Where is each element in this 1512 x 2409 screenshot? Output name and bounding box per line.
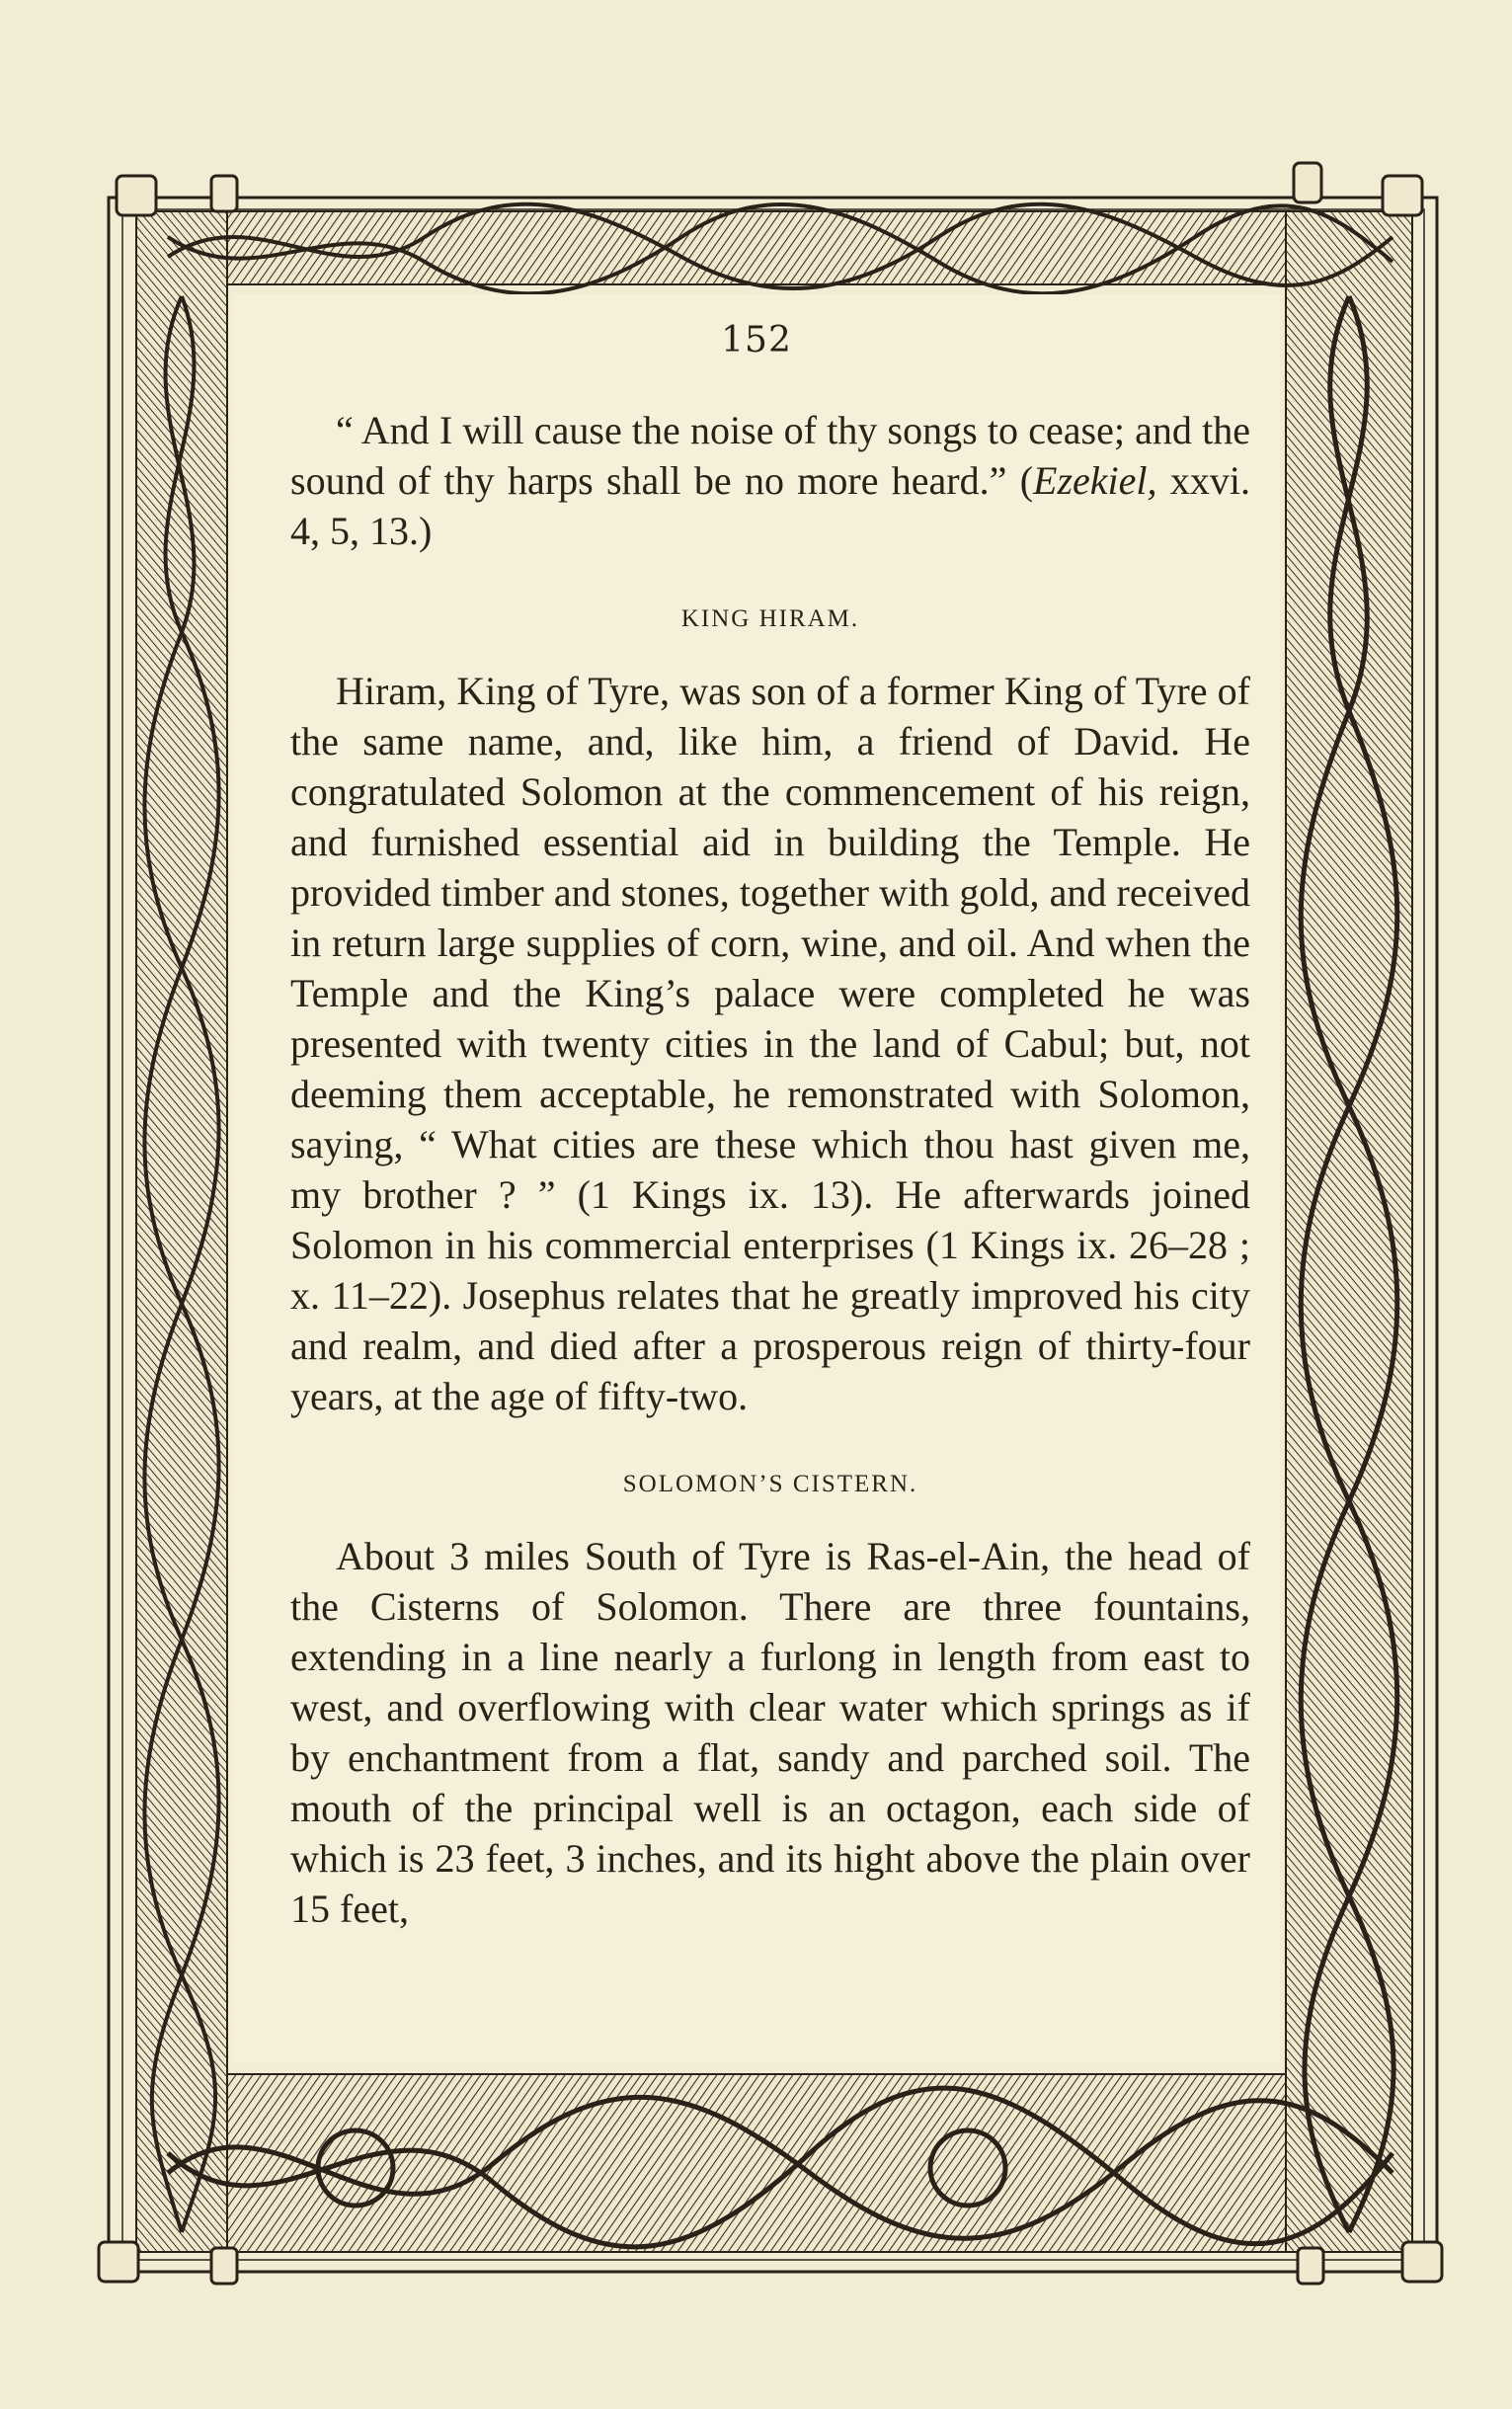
- section-heading-king-hiram: KING HIRAM.: [680, 605, 860, 632]
- quote-citation: (Ezekiel, xxvi. 4, 5, 13.): [290, 458, 1250, 553]
- text-panel: [233, 294, 1280, 2062]
- citation-book: Ezekiel,: [1033, 458, 1157, 503]
- epigraph-quote: [290, 405, 1250, 556]
- page-body: [290, 405, 1250, 1934]
- section-heading-solomons-cistern: SOLOMON’S CISTERN.: [622, 1471, 918, 1497]
- quote-text: “ And I will cause the noise of thy songs to cease; and the sound of thy harps shall be no more heard.”: [290, 408, 1250, 503]
- section-body-solomons-cistern: About 3 miles South of Tyre is Ras-el-Ain, the head of the Cisterns of Solomon. There are three fountains, extending in a line nearly a furlong in length from east to west, and overflowing with clear water which springs as if by enchantment from a flat, sandy and parched soil. The mouth of the principal well is an octagon, each side of which is 23 feet, 3 inches, and its hight above the plain over 15 feet,: [290, 1534, 1250, 1931]
- page-number: 152: [721, 320, 792, 361]
- section-body-king-hiram: Hiram, King of Tyre, was son of a former King of Tyre of the same name, and, like him, a friend of David. He congratulated Solomon at the commencement of his reign, and furnished essential aid in building the Temple. He provided timber and stones, together with gold, and received in return large supplies of corn, wine, and oil. And when the Temple and the King’s palace were completed he was presented with twenty cities in the land of Cabul; but, not deeming them acceptable, he remonstrated with Solomon, saying, “ What cities are these which thou hast given me, my brother ? ” (1 Kings ix. 13). He afterwards joined Solomon in his commercial enterprises (1 Kings ix. 26–28 ; x. 11–22). Josephus relates that he greatly improved his city and realm, and died after a prosperous reign of thirty-four years, at the age of fifty-two.: [290, 669, 1250, 1418]
